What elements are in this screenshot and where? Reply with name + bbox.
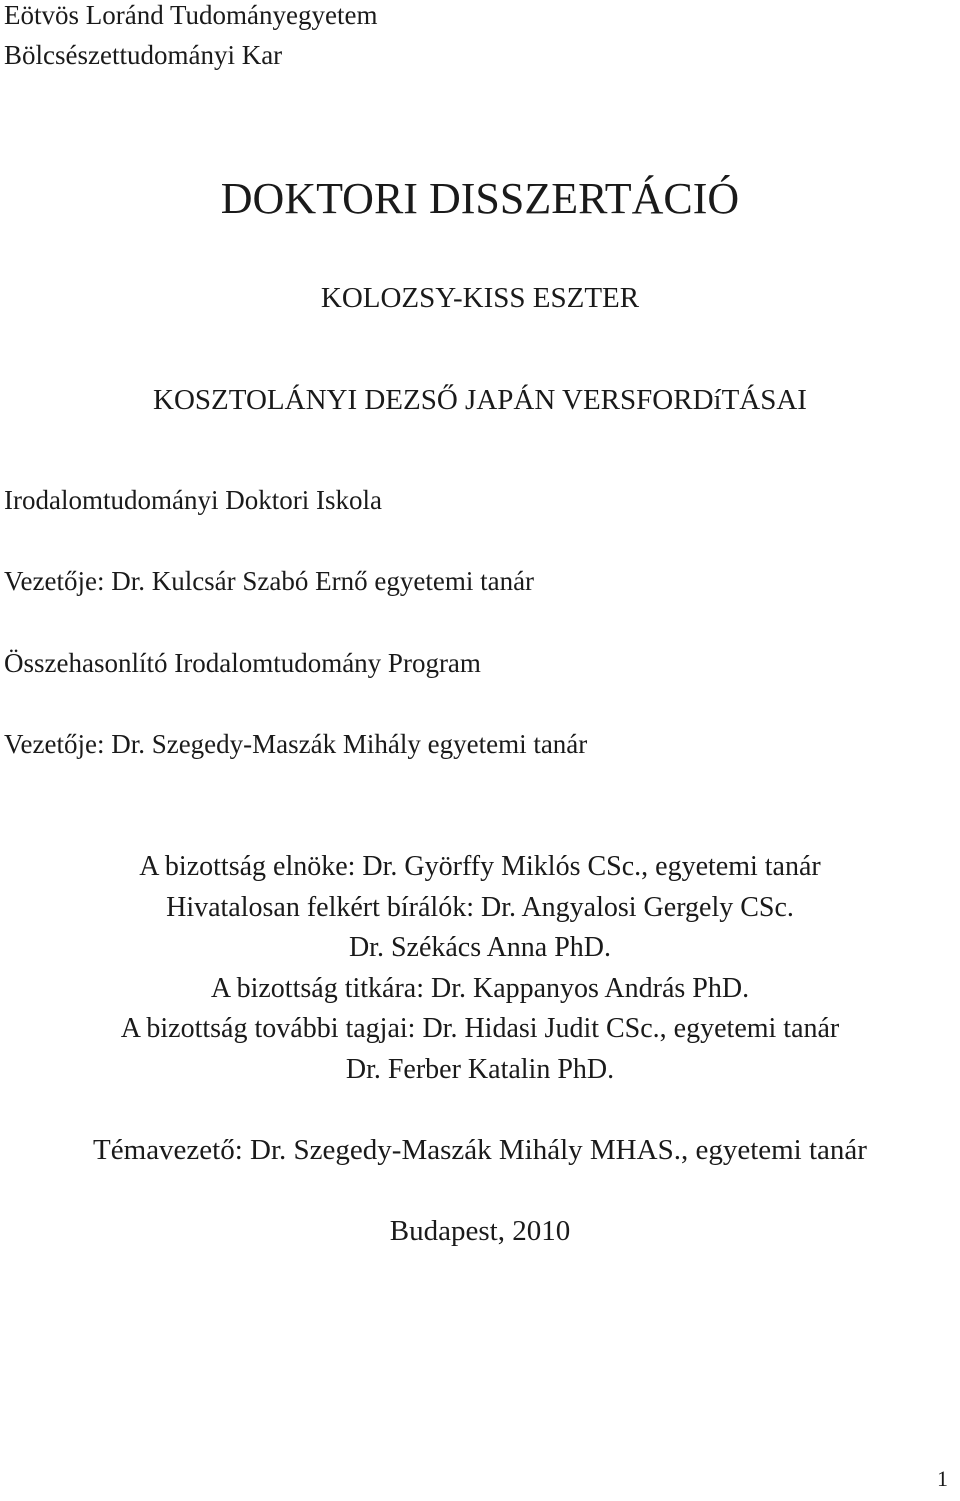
committee-member-2: Dr. Ferber Katalin PhD. bbox=[345, 1054, 615, 1085]
committee-reviewers: Hivatalosan felkért bírálók: Dr. Angyalosi Gergely CSc. bbox=[166, 892, 794, 923]
school-head: Vezetője: Dr. Kulcsár Szabó Ernő egyetemi tanár bbox=[4, 566, 535, 596]
program-head: Vezetője: Dr. Szegedy-Maszák Mihály egyetemi tanár bbox=[4, 729, 588, 759]
author-name: KOLOZSY-KISS ESZTER bbox=[320, 282, 640, 314]
program-name: Összehasonlító Irodalomtudomány Program bbox=[4, 648, 481, 678]
university-name: Eötvös Loránd Tudományegyetem bbox=[4, 0, 378, 30]
committee-chair: A bizottság elnöke: Dr. Györffy Miklós CSc., egyetemi tanár bbox=[139, 851, 821, 882]
committee-secretary: A bizottság titkára: Dr. Kappanyos András PhD. bbox=[210, 973, 750, 1004]
supervisor: Témavezető: Dr. Szegedy-Maszák Mihály MHAS., egyetemi tanár bbox=[93, 1134, 867, 1166]
document-type: DOKTORI DISSZERTÁCIÓ bbox=[220, 174, 740, 223]
place-and-date: Budapest, 2010 bbox=[389, 1215, 571, 1247]
committee-members: A bizottság további tagjai: Dr. Hidasi Judit CSc., egyetemi tanár bbox=[120, 1013, 840, 1044]
committee-reviewer-2: Dr. Székács Anna PhD. bbox=[348, 932, 612, 963]
thesis-title: KOSZTOLÁNYI DEZSŐ JAPÁN VERSFORDíTÁSAI bbox=[153, 384, 807, 416]
doctoral-school: Irodalomtudományi Doktori Iskola bbox=[4, 485, 382, 515]
faculty-name: Bölcsészettudományi Kar bbox=[4, 40, 283, 70]
page-number: 1 bbox=[937, 1466, 948, 1491]
